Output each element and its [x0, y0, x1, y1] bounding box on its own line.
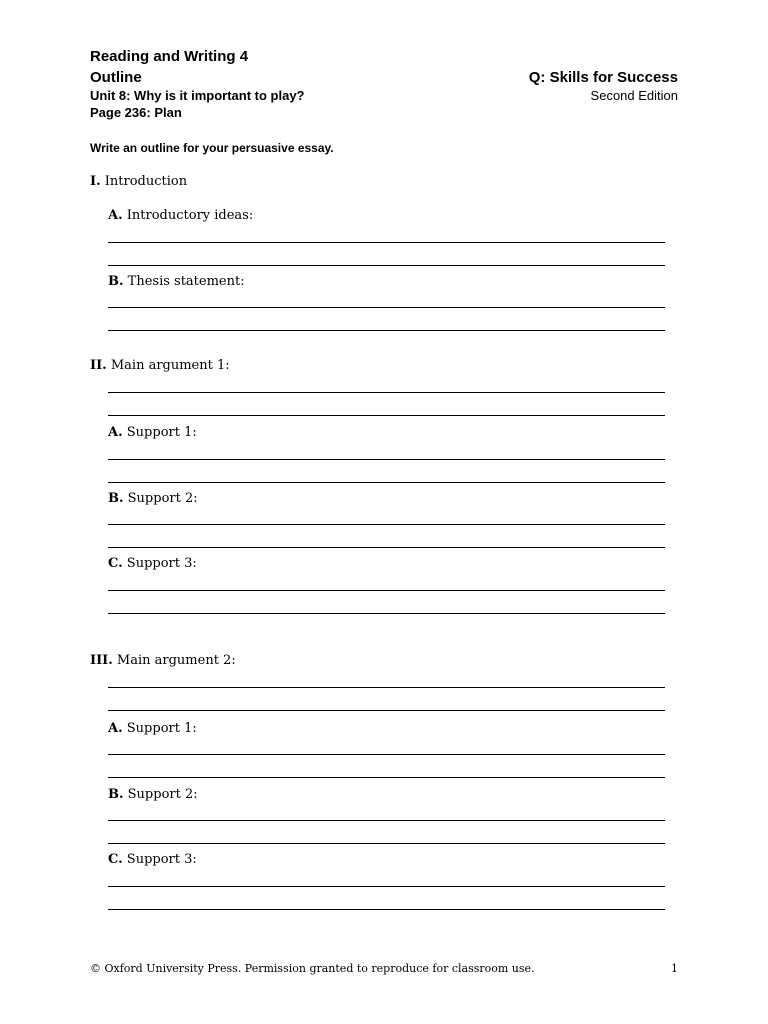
section-marker: II. — [90, 358, 107, 373]
writing-line[interactable] — [108, 886, 665, 887]
argument-1-support-2-heading — [108, 491, 198, 506]
section-label: Main argument 1: — [110, 358, 230, 373]
section-marker: I. — [90, 174, 101, 189]
introductory-ideas-heading — [108, 208, 253, 223]
copyright-notice: © Oxford University Press. Permission granted to reproduce for classroom use. — [90, 962, 535, 975]
document-type: Outline — [90, 69, 142, 86]
writing-line[interactable] — [108, 415, 665, 416]
edition-label: Second Edition — [590, 88, 678, 103]
item-label: Introductory ideas: — [126, 208, 254, 223]
section-label: Main argument 2: — [116, 653, 236, 668]
writing-line[interactable] — [108, 242, 665, 243]
item-marker: A. — [108, 425, 123, 440]
page-reference: Page 236: Plan — [90, 105, 182, 120]
unit-title: Unit 8: Why is it important to play? — [90, 88, 305, 103]
item-label: Support 2: — [127, 787, 198, 802]
item-marker: B. — [108, 274, 124, 289]
writing-line[interactable] — [108, 613, 665, 614]
argument-2-support-2-heading — [108, 787, 198, 802]
item-marker: B. — [108, 787, 124, 802]
writing-line[interactable] — [108, 482, 665, 483]
writing-line[interactable] — [108, 754, 665, 755]
main-argument-2-heading — [90, 653, 236, 668]
writing-line[interactable] — [108, 909, 665, 910]
writing-line[interactable] — [108, 524, 665, 525]
writing-line[interactable] — [108, 820, 665, 821]
item-marker: B. — [108, 491, 124, 506]
item-label: Support 3: — [126, 556, 197, 571]
instructions: Write an outline for your persuasive essay. — [90, 141, 334, 155]
writing-line[interactable] — [108, 687, 665, 688]
writing-line[interactable] — [108, 710, 665, 711]
item-label: Support 1: — [126, 721, 197, 736]
section-introduction-heading — [90, 174, 187, 189]
writing-line[interactable] — [108, 392, 665, 393]
item-marker: A. — [108, 721, 123, 736]
writing-line[interactable] — [108, 590, 665, 591]
item-marker: C. — [108, 852, 123, 867]
course-title: Reading and Writing 4 — [90, 48, 249, 65]
section-label: Introduction — [104, 174, 188, 189]
argument-1-support-1-heading — [108, 425, 197, 440]
writing-line[interactable] — [108, 330, 665, 331]
writing-line[interactable] — [108, 777, 665, 778]
writing-line[interactable] — [108, 547, 665, 548]
writing-line[interactable] — [108, 843, 665, 844]
argument-1-support-3-heading — [108, 556, 197, 571]
item-label: Support 2: — [127, 491, 198, 506]
section-marker: III. — [90, 653, 113, 668]
item-label: Thesis statement: — [127, 274, 245, 289]
page-number: 1 — [671, 962, 678, 975]
writing-line[interactable] — [108, 459, 665, 460]
argument-2-support-1-heading — [108, 721, 197, 736]
item-marker: A. — [108, 208, 123, 223]
writing-line[interactable] — [108, 265, 665, 266]
item-marker: C. — [108, 556, 123, 571]
brand-title: Q: Skills for Success — [528, 69, 678, 86]
thesis-statement-heading — [108, 274, 245, 289]
item-label: Support 3: — [126, 852, 197, 867]
writing-line[interactable] — [108, 307, 665, 308]
item-label: Support 1: — [126, 425, 197, 440]
main-argument-1-heading — [90, 358, 230, 373]
argument-2-support-3-heading — [108, 852, 197, 867]
